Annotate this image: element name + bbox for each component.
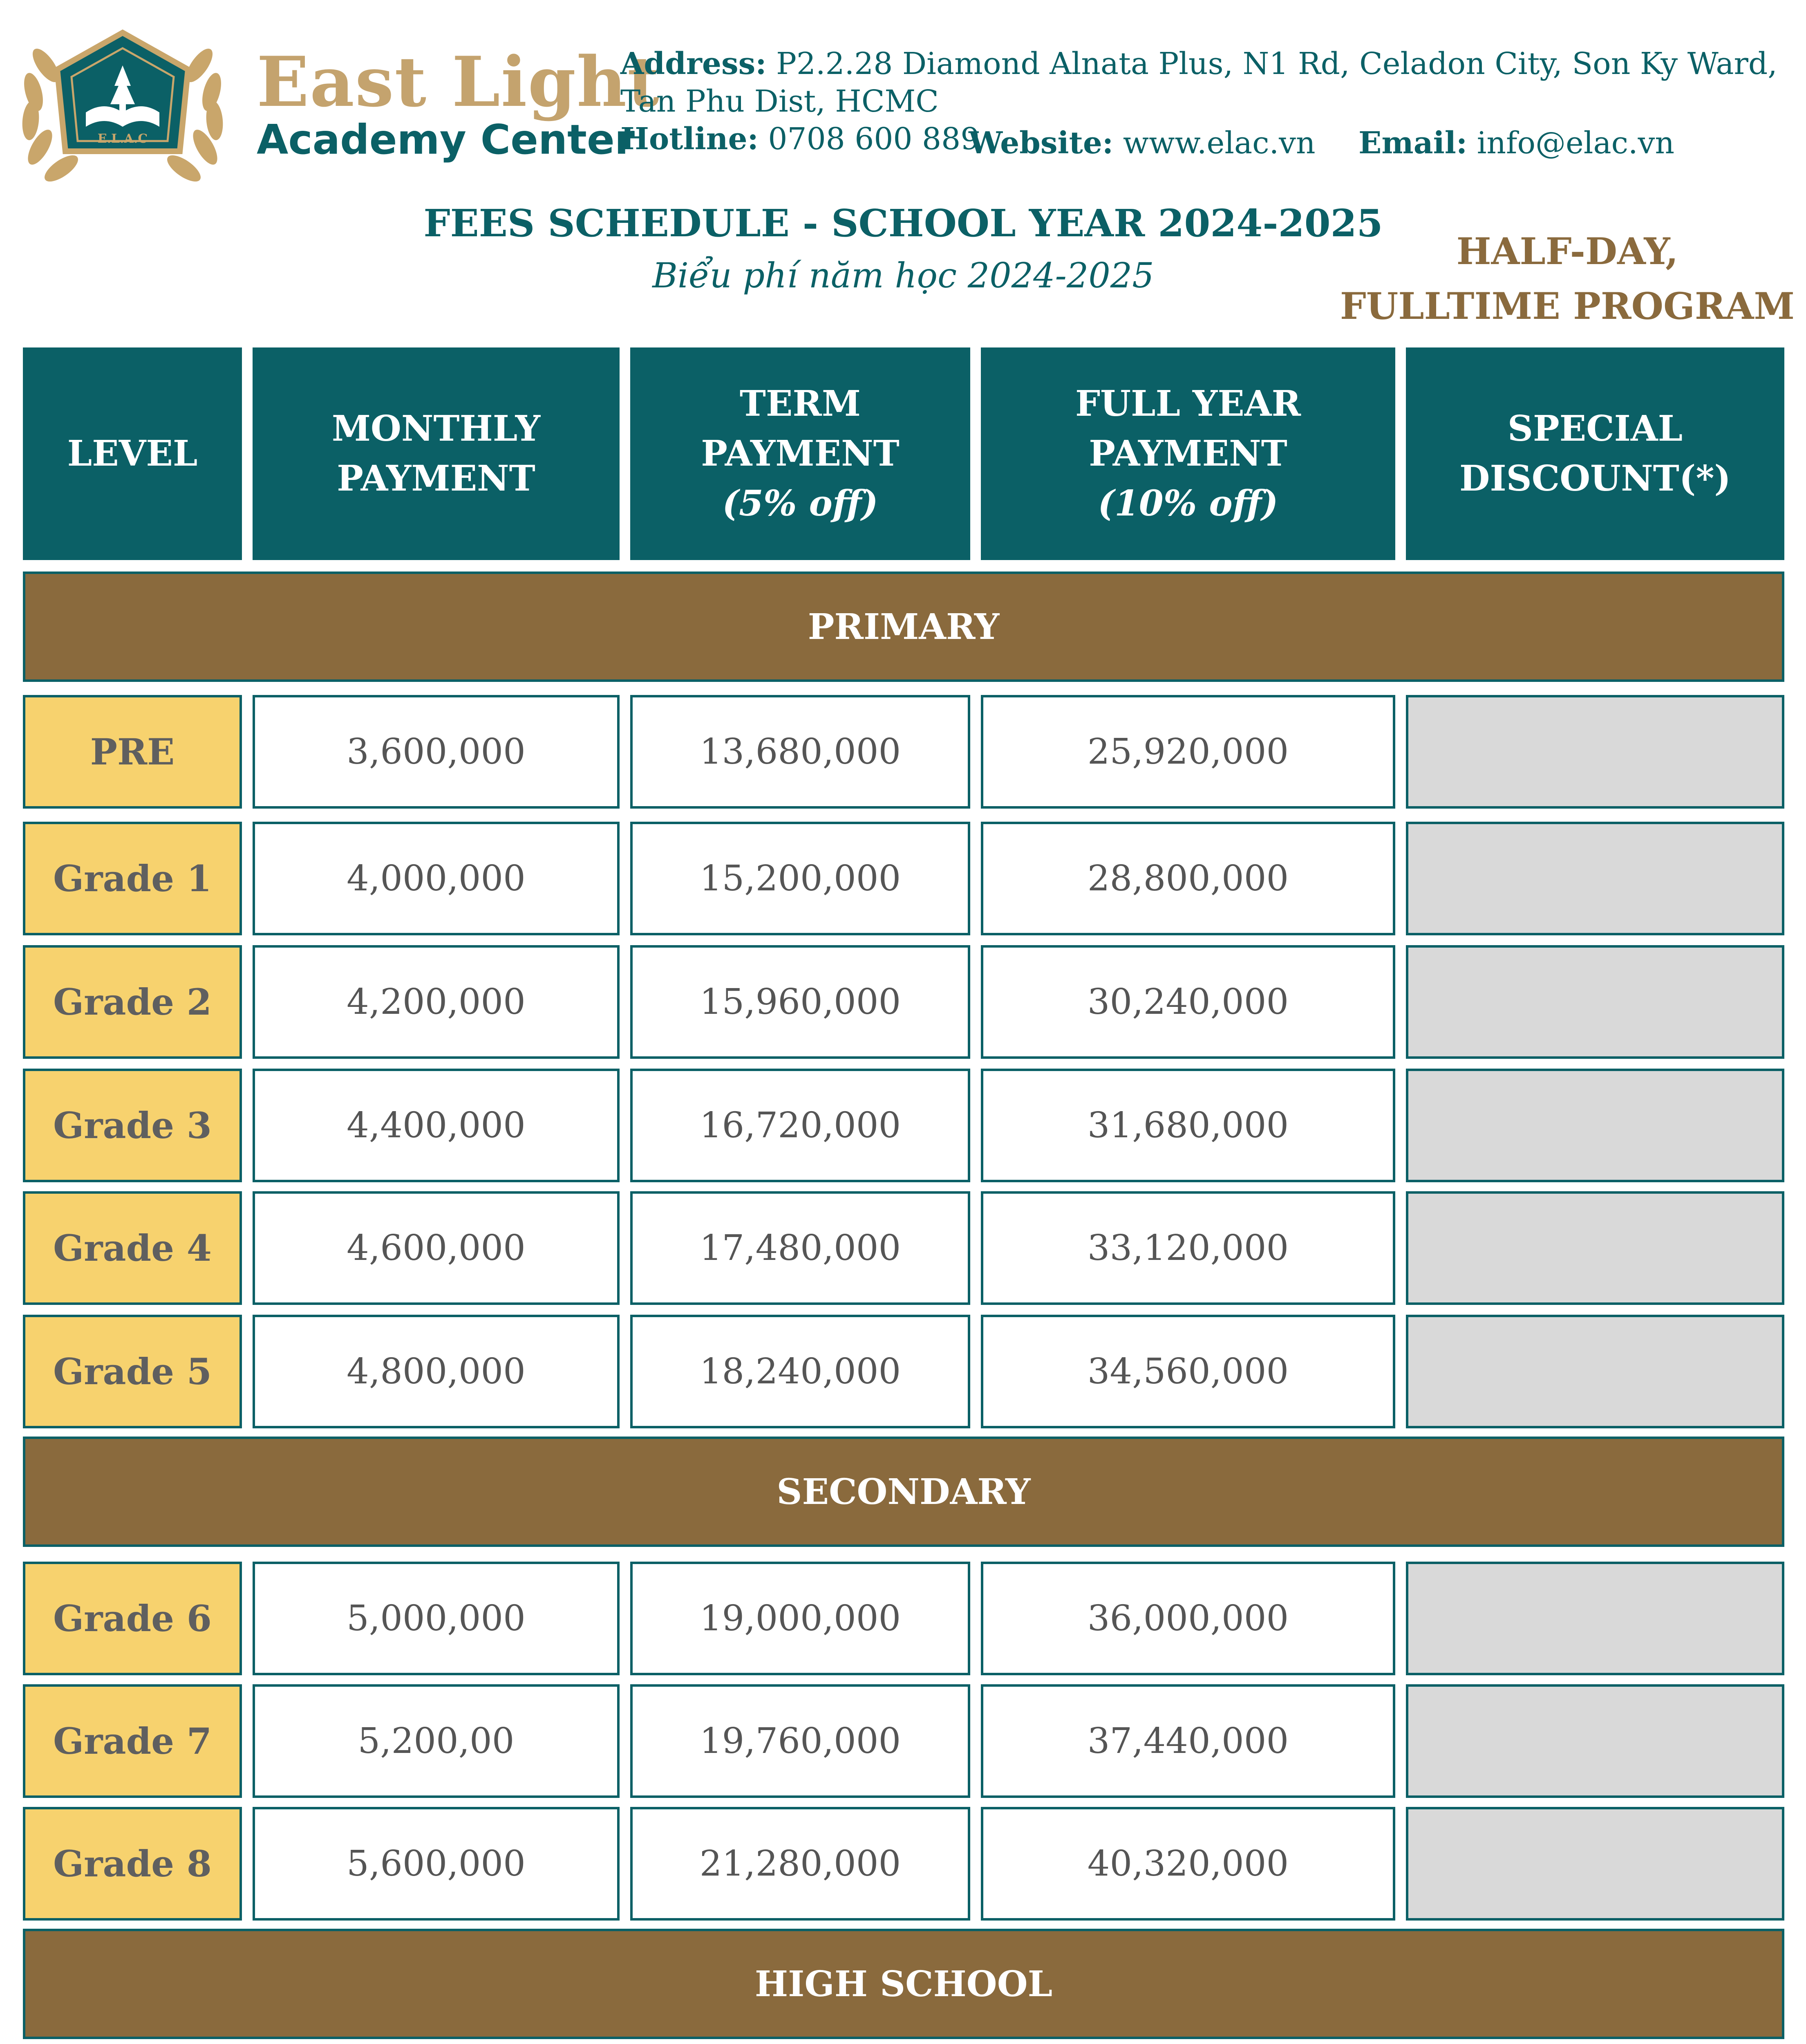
column-header-special-discount <box>1406 347 1784 560</box>
column-header-term-line1: TERM <box>739 383 861 424</box>
special-discount-cell <box>1406 695 1784 809</box>
website-link[interactable]: www.elac.vn <box>1123 126 1316 161</box>
website <box>969 124 1316 162</box>
column-header-level-text: LEVEL <box>67 433 198 474</box>
level-cell: Grade 3 <box>23 1069 242 1182</box>
term-payment-cell: 18,240,000 <box>630 1315 970 1428</box>
monthly-payment-cell: 4,400,000 <box>253 1069 620 1182</box>
column-header-special-line1: SPECIAL <box>1507 408 1683 449</box>
monthly-payment-cell: 4,800,000 <box>253 1315 620 1428</box>
column-header-monthly-line1: MONTHLY <box>331 408 541 449</box>
section-header-secondary: SECONDARY <box>23 1437 1784 1547</box>
level-cell: PRE <box>23 695 242 809</box>
column-header-special-line2: DISCOUNT(*) <box>1459 458 1731 499</box>
column-header-year-line1: FULL YEAR <box>1075 383 1301 424</box>
brand-name <box>257 41 660 164</box>
term-payment-cell: 17,480,000 <box>630 1191 970 1305</box>
monthly-payment-cell: 5,000,000 <box>253 1562 620 1675</box>
special-discount-cell <box>1406 1191 1784 1305</box>
monthly-payment-cell: 4,200,000 <box>253 945 620 1059</box>
column-header-full-year <box>981 347 1395 560</box>
page-subtitle: Biểu phí năm học 2024-2025 <box>652 256 1154 296</box>
address-line-1 <box>620 45 1777 83</box>
term-payment-cell: 15,200,000 <box>630 822 970 935</box>
special-discount-cell <box>1406 1807 1784 1921</box>
level-cell: Grade 8 <box>23 1807 242 1921</box>
special-discount-cell <box>1406 822 1784 935</box>
special-discount-cell <box>1406 1562 1784 1675</box>
email <box>1358 124 1674 162</box>
email-link[interactable]: info@elac.vn <box>1477 126 1675 161</box>
level-cell: Grade 7 <box>23 1684 242 1798</box>
full-year-payment-cell: 37,440,000 <box>981 1684 1395 1798</box>
term-payment-cell: 15,960,000 <box>630 945 970 1059</box>
brand-line-2: Academy Center <box>257 116 635 164</box>
level-cell: Grade 5 <box>23 1315 242 1428</box>
special-discount-cell <box>1406 945 1784 1059</box>
hotline-value: 0708 600 889 <box>768 121 980 157</box>
level-cell: Grade 2 <box>23 945 242 1059</box>
column-header-term-line2: PAYMENT <box>701 433 900 474</box>
column-header-monthly-line2: PAYMENT <box>337 458 535 499</box>
program-label <box>1332 224 1802 334</box>
full-year-payment-cell: 30,240,000 <box>981 945 1395 1059</box>
term-payment-cell: 16,720,000 <box>630 1069 970 1182</box>
page-title: FEES SCHEDULE - SCHOOL YEAR 2024-2025 <box>423 201 1383 245</box>
elac-logo <box>8 16 237 188</box>
full-year-payment-cell: 36,000,000 <box>981 1562 1395 1675</box>
full-year-payment-cell: 40,320,000 <box>981 1807 1395 1921</box>
full-year-payment-cell: 28,800,000 <box>981 822 1395 935</box>
section-header-high-school: HIGH SCHOOL <box>23 1929 1784 2039</box>
level-cell: Grade 6 <box>23 1562 242 1675</box>
full-year-payment-cell: 33,120,000 <box>981 1191 1395 1305</box>
special-discount-cell <box>1406 1315 1784 1428</box>
hotline-label: Hotline: <box>620 121 759 157</box>
monthly-payment-cell: 3,600,000 <box>253 695 620 809</box>
column-header-term-discount: (5% off) <box>722 483 878 524</box>
column-header-monthly <box>253 347 620 560</box>
level-cell: Grade 1 <box>23 822 242 935</box>
email-label: Email: <box>1358 126 1468 161</box>
program-line-1: HALF-DAY, <box>1456 230 1678 273</box>
special-discount-cell <box>1406 1069 1784 1182</box>
section-header-primary: PRIMARY <box>23 572 1784 682</box>
hotline <box>620 120 980 158</box>
level-cell: Grade 4 <box>23 1191 242 1305</box>
term-payment-cell: 21,280,000 <box>630 1807 970 1921</box>
term-payment-cell: 19,760,000 <box>630 1684 970 1798</box>
monthly-payment-cell: 4,000,000 <box>253 822 620 935</box>
program-line-2: FULLTIME PROGRAM <box>1340 285 1795 328</box>
column-header-term <box>630 347 970 560</box>
term-payment-cell: 13,680,000 <box>630 695 970 809</box>
term-payment-cell: 19,000,000 <box>630 1562 970 1675</box>
address-line-2: Tan Phu Dist, HCMC <box>620 84 939 119</box>
full-year-payment-cell: 34,560,000 <box>981 1315 1395 1428</box>
column-header-year-discount: (10% off) <box>1098 483 1278 524</box>
address-label: Address: <box>620 46 767 81</box>
brand-line-1: East Light <box>257 41 660 122</box>
column-header-level <box>23 347 242 560</box>
address-value: P2.2.28 Diamond Alnata Plus, N1 Rd, Celadon City, Son Ky Ward, <box>776 46 1777 81</box>
monthly-payment-cell: 4,600,000 <box>253 1191 620 1305</box>
monthly-payment-cell: 5,200,00 <box>253 1684 620 1798</box>
special-discount-cell <box>1406 1684 1784 1798</box>
column-header-year-line2: PAYMENT <box>1089 433 1287 474</box>
full-year-payment-cell: 25,920,000 <box>981 695 1395 809</box>
website-label: Website: <box>969 126 1114 161</box>
full-year-payment-cell: 31,680,000 <box>981 1069 1395 1182</box>
logo-initials: E.L.A.C <box>97 132 148 146</box>
laurel-shield-icon <box>8 16 237 188</box>
monthly-payment-cell: 5,600,000 <box>253 1807 620 1921</box>
